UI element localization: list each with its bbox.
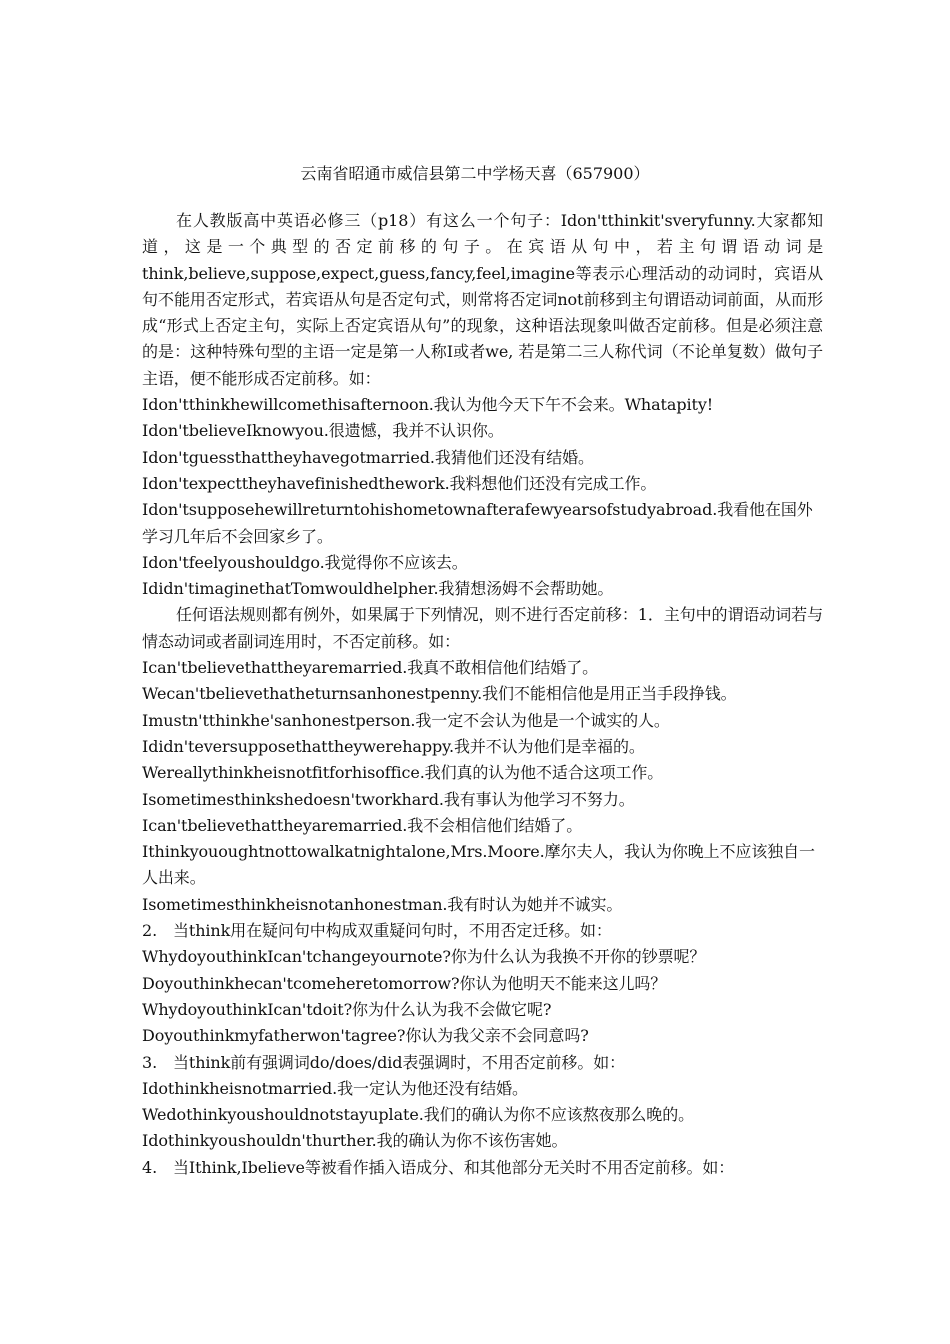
rule-2: 2. 当think用在疑问句中构成双重疑问句时，不用否定迁移。如： — [142, 921, 612, 941]
example-sentence: Wereallythinkheisnotfitforhisoffice.我们真的认为他不适合这项工作。 — [142, 763, 664, 783]
rule-4: 4. 当Ithink,Ibelieve等被看作插入语成分、和其他部分无关时不用否定前移。如： — [142, 1157, 735, 1177]
exceptions-paragraph: 任何语法规则都有例外，如果属于下列情况，则不进行否定前移：1．主句中的谓语动词若与情态动词或者副词连用时，不否定前移。如： — [142, 605, 823, 651]
example-sentence: WhydoyouthinkIcan'tdoit?你为什么认为我不会做它呢? — [142, 999, 552, 1019]
example-sentence: Ididn'teversupposethattheywerehappy.我并不认为他们是幸福的。 — [142, 736, 645, 756]
example-sentence: Ican'tbelievethattheyaremarried.我不会相信他们结婚了。 — [142, 815, 583, 835]
document-body — [142, 208, 823, 1181]
example-sentence: Idothinkheisnotmarried.我一定认为他还没有结婚。 — [142, 1078, 528, 1098]
example-sentence: Doyouthinkhecan'tcomeheretomorrow?你认为他明天不能来这儿吗？ — [142, 973, 667, 993]
author-line: 云南省昭通市威信县第二中学杨天喜（657900） — [300, 164, 650, 183]
intro-paragraph: 在人教版高中英语必修三（p18）有这么一个句子：Idon'tthinkit'sveryfunny.大家都知道，这是一个典型的否定前移的句子。在宾语从句中，若主句谓语动词是think,believe,suppose,expect,guess,fancy,feel,imagine等表示心理活动的动词时，宾语从句不能用否定形式，若宾语从句是否定句式，则常将否定词not前移到主句谓语动词前面，从而形成“形式上否定主句，实际上否定宾语从句”的现象，这种语法现象叫做否定前移。但是必须注意的是：这种特殊句型的主语一定是第一人称I或者we, 若是第二三人称代词（不论单复数）做句子主语，便不能形成否定前移。如： — [142, 211, 823, 388]
example-sentence: Idon'texpecttheyhavefinishedthework.我料想他们还没有完成工作。 — [142, 473, 657, 493]
example-sentence: Isometimesthinkheisnotanhonestman.我有时认为她并不诚实。 — [142, 894, 623, 914]
example-sentence: Imustn'tthinkhe'sanhonestperson.我一定不会认为他是一个诚实的人。 — [142, 710, 670, 730]
example-sentence: Isometimesthinkshedoesn'tworkhard.我有事认为他学习不努力。 — [142, 789, 635, 809]
example-sentence: Ididn'timaginethatTomwouldhelpher.我猜想汤姆不会帮助她。 — [142, 579, 614, 599]
example-sentence: Idon'tsupposehewillreturntohishometownafterafewyearsofstudyabroad.我看他在国外学习几年后不会回家乡了。 — [142, 500, 813, 546]
example-sentence: Wecan'tbelievethatheturnsanhonestpenny.我们不能相信他是用正当手段挣钱。 — [142, 684, 737, 704]
example-sentence: Idothinkyoushouldn'thurther.我的确认为你不该伤害她。 — [142, 1131, 568, 1151]
example-sentence: WhydoyouthinkIcan'tchangeyournote?你为什么认为我换不开你的钞票呢？ — [142, 947, 706, 967]
example-sentence: Wedothinkyoushouldnotstayuplate.我们的确认为你不应该熬夜那么晚的。 — [142, 1105, 694, 1125]
example-sentence: Idon'tfeelyoushouldgo.我觉得你不应该去。 — [142, 552, 468, 572]
rule-3: 3. 当think前有强调词do/does/did表强调时，不用否定前移。如： — [142, 1052, 626, 1072]
example-sentence: Idon'tthinkhewillcomethisafternoon.我认为他今天下午不会来。Whatapity! — [142, 395, 714, 415]
example-sentence: Doyouthinkmyfatherwon'tagree?你认为我父亲不会同意吗? — [142, 1026, 589, 1046]
example-sentence: Ican'tbelievethattheyaremarried.我真不敢相信他们结婚了。 — [142, 658, 598, 678]
example-sentence: Ithinkyououghtnottowalkatnightalone,Mrs.Moore.摩尔夫人，我认为你晚上不应该独自一人出来。 — [142, 842, 815, 888]
example-sentence: Idon'tguessthattheyhavegotmarried.我猜他们还没有结婚。 — [142, 447, 594, 467]
example-sentence: Idon'tbelieveIknowyou.很遗憾，我并不认识你。 — [142, 421, 504, 441]
